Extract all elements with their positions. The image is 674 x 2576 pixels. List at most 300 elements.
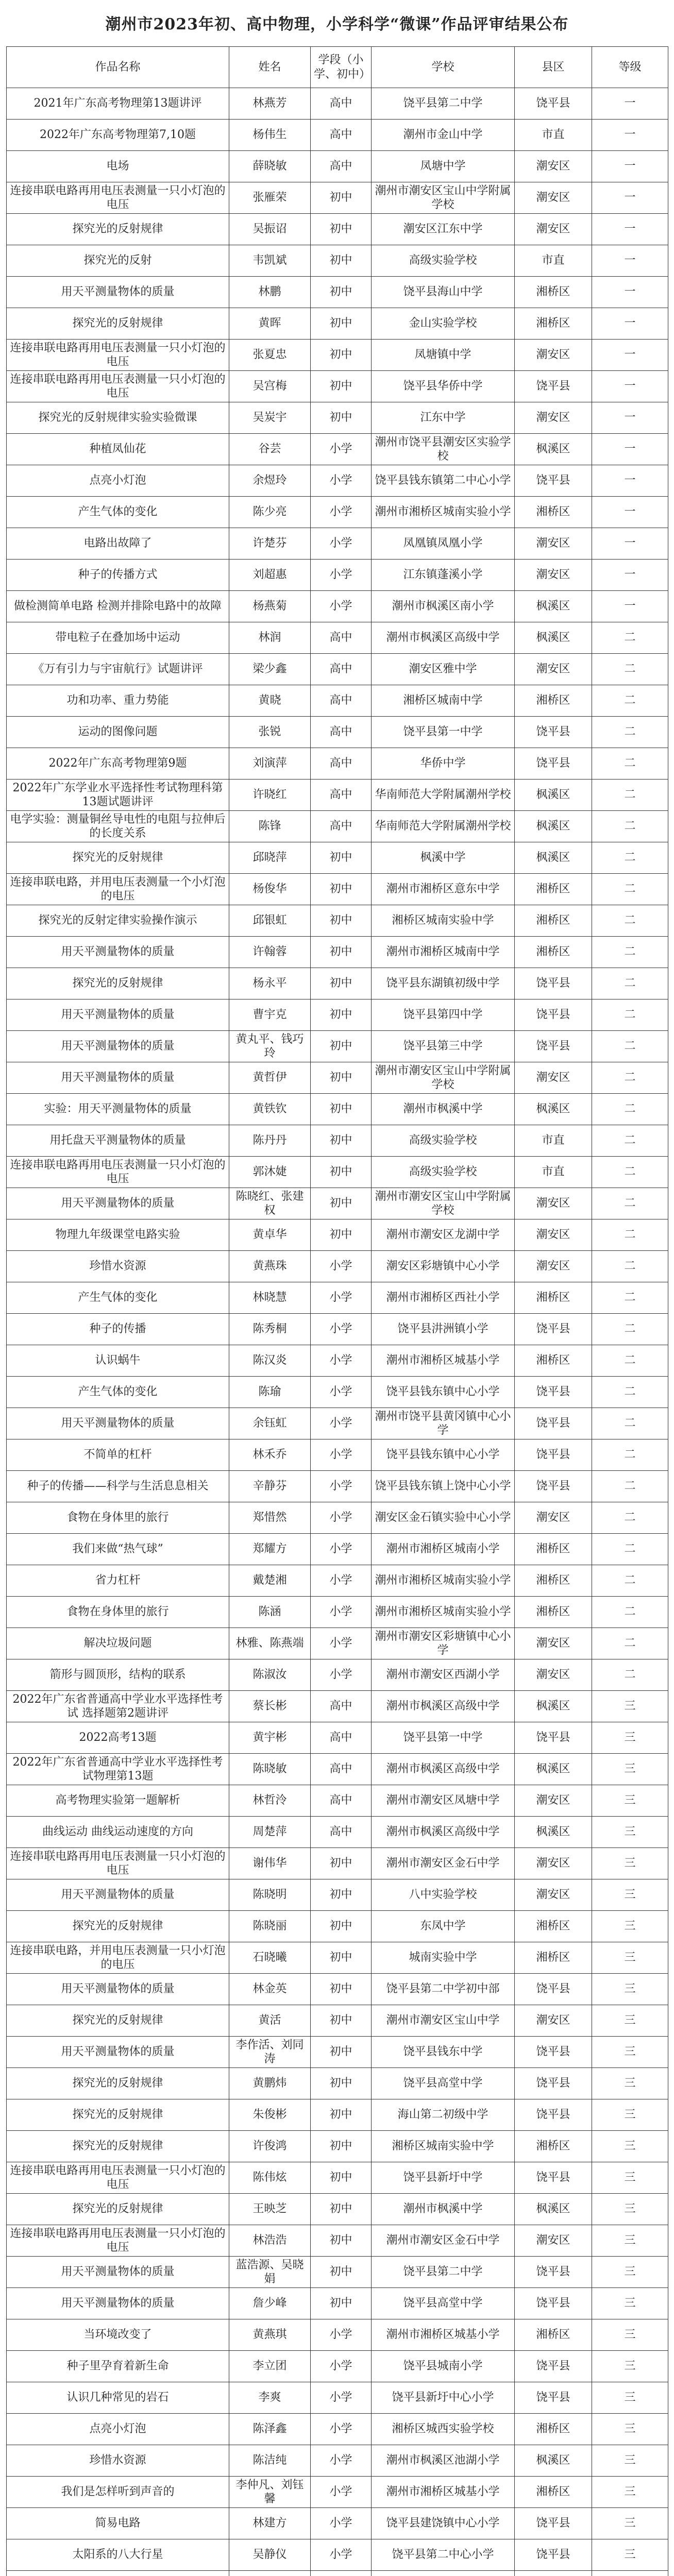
grade-cell: 三 [592,2225,668,2257]
author-cell: 梁少鑫 [229,654,311,685]
district-cell: 饶平县 [515,465,592,497]
author-cell: 许楚芬 [229,528,311,560]
stage-cell: 小学 [311,1534,372,1565]
grade-cell: 三 [592,2005,668,2037]
school-cell: 潮州市湘桥区城南实验小学 [372,1597,515,1628]
grade-cell: 三 [592,1942,668,1974]
school-cell: 潮州市枫溪区池湖小学 [372,2445,515,2477]
grade-cell: 三 [592,1754,668,1785]
stage-cell: 高中 [311,1785,372,1817]
table-row [7,2508,668,2539]
school-cell: 饶平县建饶镇中心小学 [372,2508,515,2539]
district-cell: 潮安区 [515,340,592,371]
school-cell: 饶平县华侨中学 [372,371,515,402]
table-row [7,2037,668,2068]
author-cell: 蔡长彬 [229,1691,311,1722]
work-title-cell: 2021年广东高考物理第13题讲评 [7,88,229,120]
district-cell: 潮安区 [515,182,592,214]
table-row [7,748,668,779]
table-row [7,2099,668,2131]
stage-cell: 初中 [311,1974,372,2005]
stage-cell: 初中 [311,905,372,937]
grade-cell: 一 [592,560,668,591]
author-cell: 黄卓华 [229,1219,311,1251]
author-cell: 林鹏 [229,277,311,308]
table-row [7,1377,668,1408]
work-title-cell: 种子的传播方式 [7,560,229,591]
author-cell: 张锐 [229,717,311,748]
stage-cell: 初中 [311,2288,372,2319]
school-cell: 饶平县东湖镇初级中学 [372,968,515,999]
stage-cell: 小学 [311,434,372,465]
stage-cell: 小学 [311,497,372,528]
stage-cell: 小学 [311,1439,372,1471]
author-cell: 余钰虹 [229,1408,311,1439]
work-title-cell: 产生气体的变化 [7,497,229,528]
work-title-cell: 太阳系的八大行星 [7,2539,229,2571]
school-cell: 潮州市潮安区宝山中学附属学校 [372,1062,515,1094]
author-cell: 郭沐婕 [229,1157,311,1188]
school-cell: 饶平县汫洲镇小学 [372,1314,515,1345]
district-cell: 饶平县 [515,88,592,120]
table-row [7,434,668,465]
school-cell: 华南师范大学附属潮州学校 [372,779,515,811]
grade-cell: 二 [592,999,668,1031]
district-cell: 饶平县 [515,2037,592,2068]
work-title-cell: 用天平测量物体的质量 [7,1408,229,1439]
grade-cell: 二 [592,654,668,685]
district-cell: 潮安区 [515,214,592,245]
author-cell: 陈少亮 [229,497,311,528]
school-cell: 潮州市湘桥区城基小学 [372,2319,515,2351]
district-cell: 潮安区 [515,402,592,434]
district-cell: 湘桥区 [515,2131,592,2162]
district-cell: 饶平县 [515,2099,592,2131]
stage-cell: 初中 [311,1094,372,1125]
district-cell: 湘桥区 [515,1911,592,1942]
grade-cell: 三 [592,1848,668,1879]
work-title-cell: 探究光的反射规律实验实验微课 [7,402,229,434]
stage-cell: 高中 [311,1722,372,1754]
author-cell: 林金英 [229,1974,311,2005]
results-table [6,46,668,2576]
work-title-cell: 2022年广东省普通高中学业水平选择性考试 选择题第2题讲评 [7,1691,229,1722]
table-row [7,308,668,340]
district-cell: 饶平县 [515,2257,592,2288]
school-cell: 潮州市枫溪区南小学 [372,591,515,622]
work-title-cell: 珍惜水资源 [7,2445,229,2477]
grade-cell: 二 [592,1534,668,1565]
grade-cell: 二 [592,748,668,779]
stage-cell: 小学 [311,1282,372,1314]
district-cell: 湘桥区 [515,2477,592,2508]
work-title-cell: 连接串联电路，并用电压表测量一个小灯泡的电压 [7,874,229,905]
district-cell: 湘桥区 [515,277,592,308]
table-row [7,402,668,434]
district-cell: 饶平县 [515,2539,592,2571]
district-cell: 饶平县 [515,1314,592,1345]
table-row [7,779,668,811]
work-title-cell: 用天平测量物体的质量 [7,1031,229,1062]
grade-cell: 三 [592,1722,668,1754]
district-cell: 饶平县 [515,2162,592,2194]
district-cell: 饶平县 [515,371,592,402]
author-cell: 黄活 [229,2005,311,2037]
work-title-cell: 高考物理实验第一题解析 [7,1785,229,1817]
author-cell: 黄铁钦 [229,1094,311,1125]
district-cell: 饶平县 [515,968,592,999]
school-cell: 潮州市湘桥区城南实验小学 [372,497,515,528]
stage-cell: 小学 [311,1251,372,1282]
grade-cell: 一 [592,465,668,497]
stage-cell: 初中 [311,1062,372,1094]
stage-cell: 小学 [311,2382,372,2414]
author-cell: 林浩浩 [229,2225,311,2257]
district-cell: 枫溪区 [515,434,592,465]
stage-cell: 初中 [311,2194,372,2225]
work-title-cell: 2022高考13题 [7,1722,229,1754]
table-row [7,2571,668,2576]
stage-cell: 初中 [311,937,372,968]
district-cell: 湘桥区 [515,1534,592,1565]
author-cell: 周楚萍 [229,1817,311,1848]
author-cell: 李爽 [229,2382,311,2414]
grade-cell: 三 [592,2382,668,2414]
author-cell: 韦凯斌 [229,245,311,277]
author-cell: 陈晓丽 [229,1911,311,1942]
work-title-cell: 用天平测量物体的质量 [7,2288,229,2319]
header-name: 姓名 [229,47,311,88]
author-cell: 陈晓红、张建权 [229,1188,311,1219]
grade-cell: 一 [592,151,668,182]
grade-cell: 二 [592,1188,668,1219]
work-title-cell: 探究光的反射规律 [7,2099,229,2131]
district-cell: 饶平县 [515,2382,592,2414]
author-cell: 李作活、刘同涛 [229,2037,311,2068]
district-cell: 饶平县 [515,2351,592,2382]
author-cell: 杨俊华 [229,874,311,905]
table-row [7,2539,668,2571]
stage-cell: 高中 [311,622,372,654]
table-row [7,1722,668,1754]
grade-cell: 三 [592,2037,668,2068]
school-cell: 潮州市潮安区宝山中学附属学校 [372,1188,515,1219]
school-cell: 潮州市湘桥区城南中学 [372,937,515,968]
stage-cell: 初中 [311,402,372,434]
grade-cell: 一 [592,371,668,402]
school-cell: 潮安区彩塘镇中心小学 [372,1251,515,1282]
work-title-cell: 食物在身体里的旅行 [7,1597,229,1628]
school-cell: 高级实验学校 [372,1125,515,1157]
district-cell: 饶平县 [515,999,592,1031]
author-cell: 陈秀桐 [229,1314,311,1345]
stage-cell: 初中 [311,2037,372,2068]
table-row [7,2288,668,2319]
work-title-cell: 种子的传播——科学与生活息息相关 [7,1471,229,1502]
table-row [7,245,668,277]
grade-cell: 二 [592,1314,668,1345]
district-cell: 饶平县 [515,1722,592,1754]
author-cell: 邱晓萍 [229,842,311,874]
table-row [7,2225,668,2257]
table-row [7,1754,668,1785]
table-row [7,1094,668,1125]
stage-cell: 小学 [311,2445,372,2477]
grade-cell: 三 [592,1691,668,1722]
table-row [7,88,668,120]
table-row [7,1911,668,1942]
school-cell: 凤凰镇凤凰小学 [372,528,515,560]
table-row [7,685,668,717]
table-row [7,1879,668,1911]
grade-cell: 二 [592,1502,668,1534]
work-title-cell: 种植凤仙花 [7,434,229,465]
work-title-cell: 连接串联电路再用电压表测量一只小灯泡的电压 [7,340,229,371]
author-cell: 陈涵 [229,1597,311,1628]
work-title-cell: 箭形与圆顶形，结构的联系 [7,1659,229,1691]
school-cell: 潮州市潮安区金石中学 [372,2225,515,2257]
work-title-cell: 食物在身体里的旅行 [7,1502,229,1534]
school-cell: 饶平县第二中学初中部 [372,1974,515,2005]
table-row [7,1157,668,1188]
school-cell: 华南师范大学附属潮州学校 [372,811,515,842]
work-title-cell: 2022年广东高考物理第7,10题 [7,120,229,151]
grade-cell: 二 [592,1219,668,1251]
work-title-cell: 珍惜水资源 [7,1251,229,1282]
stage-cell: 高中 [311,1754,372,1785]
author-cell: 谢伟华 [229,1848,311,1879]
stage-cell: 小学 [311,1502,372,1534]
table-row [7,465,668,497]
table-row [7,1219,668,1251]
table-row [7,2068,668,2099]
district-cell: 饶平县 [515,2288,592,2319]
school-cell: 八中实验学校 [372,1879,515,1911]
district-cell: 市直 [515,1157,592,1188]
author-cell: 邱银虹 [229,905,311,937]
work-title-cell: 探究光的反射规律 [7,968,229,999]
stage-cell: 初中 [311,842,372,874]
table-row [7,874,668,905]
school-cell: 潮州市枫溪区高级中学 [372,1691,515,1722]
table-row [7,1691,668,1722]
author-cell: 陈瑜 [229,1377,311,1408]
school-cell: 湘桥区城南实验中学 [372,905,515,937]
grade-cell: 三 [592,2319,668,2351]
district-cell: 饶平县 [515,1439,592,1471]
stage-cell: 初中 [311,308,372,340]
author-cell: 郑惜然 [229,1502,311,1534]
work-title-cell: 用天平测量物体的质量 [7,1974,229,2005]
stage-cell: 高中 [311,717,372,748]
table-row [7,151,668,182]
work-title-cell: 2022年广东省普通高中学业水平选择性考试物理第13题 [7,1754,229,1785]
grade-cell: 二 [592,1251,668,1282]
work-title-cell: 连接串联电路再用电压表测量一只小灯泡的电压 [7,1157,229,1188]
stage-cell: 小学 [311,560,372,591]
stage-cell: 初中 [311,2162,372,2194]
stage-cell: 小学 [311,1314,372,1345]
stage-cell: 高中 [311,685,372,717]
district-cell: 潮安区 [515,1502,592,1534]
district-cell: 饶平县 [515,2068,592,2099]
school-cell: 江东中学 [372,402,515,434]
school-cell [372,2571,515,2576]
district-cell: 枫溪区 [515,622,592,654]
author-cell: 林禾乔 [229,1439,311,1471]
stage-cell: 初中 [311,1848,372,1879]
grade-cell: 二 [592,1659,668,1691]
author-cell: 林润 [229,622,311,654]
stage-cell: 小学 [311,1345,372,1377]
work-title-cell: 探究光的反射规律 [7,2005,229,2037]
table-row [7,1282,668,1314]
author-cell: 林雅、陈燕端 [229,1628,311,1659]
work-title-cell: 种子的传播 [7,1314,229,1345]
work-title-cell: 产生气体的变化 [7,1377,229,1408]
grade-cell: 二 [592,1377,668,1408]
stage-cell: 高中 [311,654,372,685]
grade-cell: 三 [592,2445,668,2477]
stage-cell: 初中 [311,2257,372,2288]
work-title-cell: 用天平测量物体的质量 [7,937,229,968]
district-cell: 潮安区 [515,1188,592,1219]
work-title-cell: 电场 [7,151,229,182]
table-row [7,1942,668,1974]
stage-cell: 小学 [311,1659,372,1691]
school-cell: 潮州市湘桥区西社小学 [372,1282,515,1314]
school-cell: 潮州市饶平县潮安区实验学校 [372,434,515,465]
header-school: 学校 [372,47,515,88]
author-cell: 许俊鸿 [229,2131,311,2162]
grade-cell: 二 [592,937,668,968]
grade-cell: 二 [592,1094,668,1125]
table-row [7,340,668,371]
grade-cell: 一 [592,434,668,465]
table-row [7,717,668,748]
stage-cell: 初中 [311,1188,372,1219]
author-cell: 杨燕菊 [229,591,311,622]
stage-cell: 高中 [311,120,372,151]
school-cell: 潮州市枫溪中学 [372,1094,515,1125]
table-row [7,560,668,591]
table-row [7,1031,668,1062]
district-cell: 潮安区 [515,151,592,182]
author-cell: 刘演萍 [229,748,311,779]
stage-cell: 小学 [311,1628,372,1659]
district-cell: 饶平县 [515,1471,592,1502]
school-cell: 饶平县第一中学 [372,1722,515,1754]
school-cell: 饶平县第一中学 [372,717,515,748]
school-cell: 饶平县新圩中心小学 [372,2382,515,2414]
stage-cell: 初中 [311,2225,372,2257]
school-cell: 饶平县第三中学 [372,1031,515,1062]
table-row [7,1534,668,1565]
school-cell: 饶平县高堂中学 [372,2288,515,2319]
work-title-cell: 连接串联电路，并用电压表测量一只小灯泡的电压 [7,1942,229,1974]
school-cell: 饶平县海山中学 [372,277,515,308]
author-cell: 许翰蓉 [229,937,311,968]
author-cell: 杨永平 [229,968,311,999]
school-cell: 饶平县第二中心小学 [372,2539,515,2571]
school-cell: 潮州市潮安区西湖小学 [372,1659,515,1691]
grade-cell: 一 [592,277,668,308]
author-cell: 陈洁纯 [229,2445,311,2477]
grade-cell: 三 [592,2194,668,2225]
work-title-cell: 2022年广东高考物理第9题 [7,748,229,779]
author-cell: 陈淑汝 [229,1659,311,1691]
work-title-cell: 用天平测量物体的质量 [7,2257,229,2288]
district-cell: 湘桥区 [515,497,592,528]
author-cell: 辛静芬 [229,1471,311,1502]
author-cell: 杨伟生 [229,120,311,151]
work-title-cell: 探究光的反射规律 [7,842,229,874]
district-cell: 市直 [515,120,592,151]
author-cell: 戴楚湘 [229,1565,311,1597]
work-title-cell: 《万有引力与宇宙航行》试题讲评 [7,654,229,685]
author-cell: 郑耀方 [229,1534,311,1565]
table-row [7,1439,668,1471]
table-row [7,1125,668,1157]
table-row [7,497,668,528]
table-row [7,1817,668,1848]
work-title-cell: 认识蜗牛 [7,1345,229,1377]
stage-cell: 小学 [311,1597,372,1628]
stage-cell: 初中 [311,1879,372,1911]
district-cell: 湘桥区 [515,937,592,968]
stage-cell: 高中 [311,779,372,811]
author-cell: 陈晓明 [229,1879,311,1911]
stage-cell: 小学 [311,2539,372,2571]
grade-cell: 三 [592,2508,668,2539]
school-cell: 潮州市湘桥区城南实验小学 [372,1565,515,1597]
grade-cell: 二 [592,1439,668,1471]
stage-cell: 小学 [311,2351,372,2382]
table-row [7,1062,668,1094]
district-cell: 潮安区 [515,1628,592,1659]
grade-cell: 一 [592,182,668,214]
district-cell: 潮安区 [515,2225,592,2257]
school-cell: 饶平县第四中学 [372,999,515,1031]
grade-cell: 三 [592,2131,668,2162]
district-cell: 潮安区 [515,1251,592,1282]
author-cell [229,2571,311,2576]
grade-cell: 二 [592,811,668,842]
stage-cell [311,2571,372,2576]
stage-cell: 初中 [311,1125,372,1157]
school-cell: 潮州市湘桥区城南小学 [372,1534,515,1565]
author-cell: 谷芸 [229,434,311,465]
school-cell: 饶平县第二中学 [372,2257,515,2288]
stage-cell: 高中 [311,88,372,120]
stage-cell: 初中 [311,968,372,999]
district-cell: 饶平县 [515,717,592,748]
school-cell: 城南实验中学 [372,1942,515,1974]
school-cell: 饶平县第二中学 [372,88,515,120]
author-cell: 张雁荣 [229,182,311,214]
school-cell: 海山第二初级中学 [372,2099,515,2131]
author-cell: 薛晓敏 [229,151,311,182]
work-title-cell: 用天平测量物体的质量 [7,1188,229,1219]
author-cell: 李立团 [229,2351,311,2382]
table-row [7,1974,668,2005]
work-title-cell: 用天平测量物体的质量 [7,999,229,1031]
stage-cell: 初中 [311,2131,372,2162]
work-title-cell: 探究光的反射规律 [7,1911,229,1942]
stage-cell: 初中 [311,1031,372,1062]
stage-cell: 初中 [311,1219,372,1251]
table-row [7,277,668,308]
